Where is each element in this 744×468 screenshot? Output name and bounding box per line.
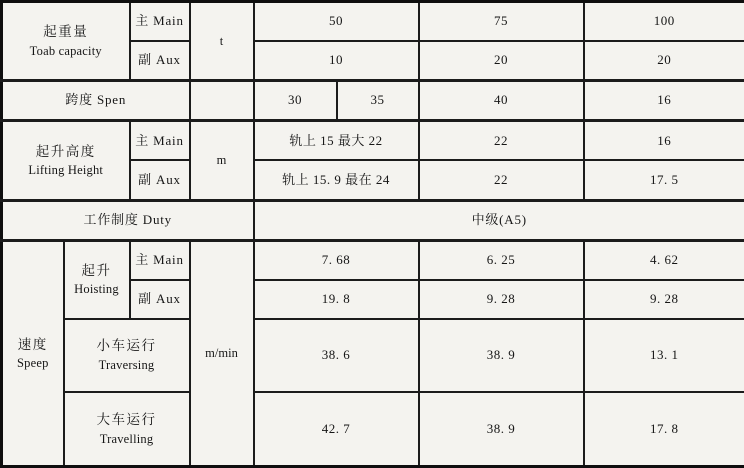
capacity-aux-sublabel: 副 Aux (130, 41, 190, 81)
capacity-aux-value-3: 20 (584, 41, 744, 81)
lifting-height-label-en: Lifting Height (28, 163, 104, 178)
span-value-2: 35 (337, 81, 419, 121)
hoisting-main-value-1: 7. 68 (254, 240, 419, 280)
row-speed-hoisting-main (2, 240, 744, 280)
hoisting-main-value-3: 4. 62 (584, 240, 744, 280)
row-span (2, 81, 744, 121)
lifting-height-label (2, 121, 130, 200)
travelling-value-2: 38. 9 (419, 392, 584, 466)
row-speed-traversing (2, 319, 744, 392)
traversing-label (64, 319, 190, 392)
lifting-height-label-zh: 起升高度 (35, 143, 96, 159)
lifting-aux-value-2: 22 (419, 160, 584, 200)
hoisting-aux-value-1: 19. 8 (254, 280, 419, 319)
hoisting-aux-value-2: 9. 28 (419, 280, 584, 319)
lifting-unit: m (190, 121, 254, 200)
traversing-value-2: 38. 9 (419, 319, 584, 392)
lifting-main-sublabel: 主 Main (130, 121, 190, 161)
duty-label: 工作制度 Duty (2, 200, 254, 240)
row-lifting-main (2, 121, 744, 161)
span-unit-cell (190, 81, 254, 121)
traversing-value-1: 38. 6 (254, 319, 419, 392)
capacity-main-value-1: 50 (254, 2, 419, 42)
speed-label-zh: 速度 (17, 336, 48, 352)
travelling-value-3: 17. 8 (584, 392, 744, 466)
travelling-value-1: 42. 7 (254, 392, 419, 466)
span-value-1: 30 (254, 81, 337, 121)
lifting-main-value-1: 轨上 15 最大 22 (254, 121, 419, 161)
hoisting-label-zh: 起升 (81, 262, 112, 278)
span-value-4: 16 (584, 81, 744, 121)
traversing-label-en: Traversing (98, 358, 155, 372)
capacity-unit: t (190, 2, 254, 81)
capacity-main-value-2: 75 (419, 2, 584, 42)
capacity-main-sublabel: 主 Main (130, 2, 190, 42)
hoisting-label (64, 240, 130, 318)
travelling-label-zh: 大车运行 (96, 412, 157, 428)
hoisting-main-value-2: 6. 25 (419, 240, 584, 280)
lifting-main-value-3: 16 (584, 121, 744, 161)
speed-unit: m/min (190, 240, 254, 466)
capacity-aux-value-2: 20 (419, 41, 584, 81)
lifting-aux-value-1: 轨上 15. 9 最在 24 (254, 160, 419, 200)
capacity-label-zh: 起重量 (43, 24, 89, 40)
lifting-aux-value-3: 17. 5 (584, 160, 744, 200)
hoisting-aux-sublabel: 副 Aux (130, 280, 190, 319)
capacity-main-value-3: 100 (584, 2, 744, 42)
duty-value: 中级(A5) (254, 200, 744, 240)
hoisting-main-sublabel: 主 Main (130, 240, 190, 280)
row-duty (2, 200, 744, 240)
capacity-label-en: Toab capacity (29, 43, 102, 58)
capacity-label (2, 2, 130, 81)
span-value-3: 40 (419, 81, 584, 121)
traversing-value-3: 13. 1 (584, 319, 744, 392)
row-capacity-main (2, 2, 744, 42)
span-label: 跨度 Spen (2, 81, 190, 121)
hoisting-label-en: Hoisting (74, 282, 119, 297)
capacity-aux-value-1: 10 (254, 41, 419, 81)
hoisting-aux-value-3: 9. 28 (584, 280, 744, 319)
lifting-main-value-2: 22 (419, 121, 584, 161)
speed-label (2, 240, 64, 466)
row-speed-travelling (2, 392, 744, 466)
speed-label-en: Speep (16, 356, 49, 371)
travelling-label (64, 392, 190, 466)
traversing-label-zh: 小车运行 (96, 338, 157, 354)
lifting-aux-sublabel: 副 Aux (130, 160, 190, 200)
travelling-label-en: Travelling (99, 431, 154, 446)
